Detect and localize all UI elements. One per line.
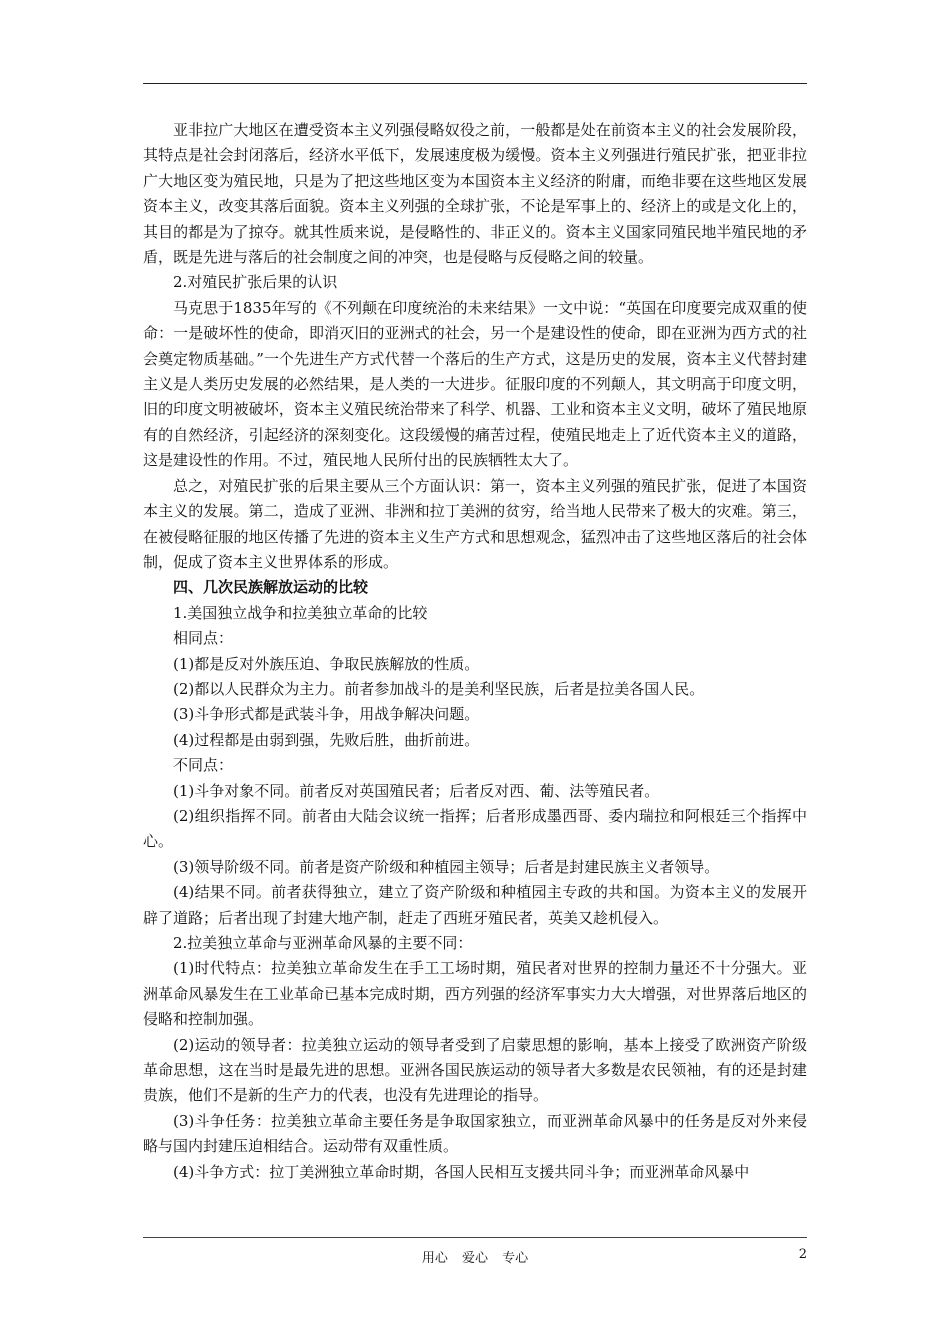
- footer-rule: [143, 1237, 807, 1238]
- footer-motto: 用心 爱心 专心: [421, 1251, 529, 1266]
- paragraph: (2)运动的领导者：拉美独立运动的领导者受到了启蒙思想的影响，基本上接受了欧洲资产阶级革命思想，这在当时是最先进的思想。亚洲各国民族运动的领导者大多数是农民领袖，有的还是封建贵族，他们不是新的生产力的代表，也没有先进理论的指导。: [143, 1035, 807, 1105]
- paragraph: (3)斗争形式都是武装斗争，用战争解决问题。: [173, 705, 480, 724]
- paragraph: (2)组织指挥不同。前者由大陆会议统一指挥；后者形成墨西哥、委内瑞拉和阿根廷三个指挥中心。: [143, 806, 807, 851]
- header-rule: [143, 83, 807, 84]
- paragraph: 相同点：: [173, 629, 234, 648]
- paragraph: 总之，对殖民扩张的后果主要从三个方面认识：第一，资本主义列强的殖民扩张，促进了本国资本主义的发展。第二，造成了亚洲、非洲和拉丁美洲的贫穷，给当地人民带来了极大的灾难。第三，在被侵略征服的地区传播了先进的资本主义生产方式和思想观念，猛烈冲击了这些地区落后的社会体制，促成了资本主义世界体系的形成。: [143, 476, 807, 571]
- paragraph: (2)都以人民群众为主力。前者参加战斗的是美利坚民族，后者是拉美各国人民。: [173, 679, 705, 698]
- page-footer: [143, 1247, 807, 1271]
- paragraph: 不同点：: [173, 756, 234, 775]
- paragraph: 亚非拉广大地区在遭受资本主义列强侵略奴役之前，一般都是处在前资本主义的社会发展阶段，其特点是社会封闭落后，经济水平低下，发展速度极为缓慢。资本主义列强进行殖民扩张，把亚非拉广大地区变为殖民地，只是为了把这些地区变为本国资本主义经济的附庸，而绝非要在这些地区发展资本主义，改变其落后面貌。资本主义列强的全球扩张，不论是军事上的、经济上的或是文化上的，其目的都是为了掠夺。就其性质来说，是侵略性的、非正义的。资本主义国家同殖民地半殖民地的矛盾，既是先进与落后的社会制度之间的冲突，也是侵略与反侵略之间的较量。: [143, 121, 807, 267]
- paragraph: (4)过程都是由弱到强，先败后胜，曲折前进。: [173, 730, 480, 749]
- paragraph: (1)斗争对象不同。前者反对英国殖民者；后者反对西、葡、法等殖民者。: [173, 781, 660, 800]
- paragraph: (4)结果不同。前者获得独立，建立了资产阶级和种植园主专政的共和国。为资本主义的发展开辟了道路；后者出现了封建大地产制，赶走了西班牙殖民者，英美又趁机侵入。: [143, 883, 807, 927]
- paragraph: 2.拉美独立革命与亚洲革命风暴的主要不同：: [173, 934, 473, 952]
- paragraph: (1)都是反对外族压迫、争取民族解放的性质。: [173, 654, 480, 673]
- paragraph: (3)领导阶级不同。前者是资产阶级和种植园主领导；后者是封建民族主义者领导。: [173, 857, 720, 876]
- paragraph: 马克思于1835年写的《不列颠在印度统治的未来结果》一文中说：“英国在印度要完成双重的使命：一是破坏性的使命，即消灭旧的亚洲式的社会，另一个是建设性的使命，即在亚洲为西方式的社会奠定物质基础。”一个先进生产方式代替一个落后的生产方式，这是历史的发展，资本主义代替封建主义是人类历史发展的必然结果，是人类的一大进步。征服印度的不列颠人，其文明高于印度文明，旧的印度文明被破坏，资本主义殖民统治带来了科学、机器、工业和资本主义文明，破坏了殖民地原有的自然经济，引起经济的深刻变化。这段缓慢的痛苦过程，使殖民地走上了近代资本主义的道路，这是建设性的作用。不过，殖民地人民所付出的民族牺牲太大了。: [143, 298, 807, 470]
- paragraph: (1)时代特点：拉美独立革命发生在手工工场时期，殖民者对世界的控制力量还不十分强大。亚洲革命风暴发生在工业革命已基本完成时期，西方列强的经济军事实力大大增强，对世界落后地区的侵略和控制加强。: [143, 959, 807, 1029]
- document-body: [143, 118, 807, 1185]
- paragraph: (3)斗争任务：拉美独立革命主要任务是争取国家独立，而亚洲革命风暴中的任务是反对外来侵略与国内封建压迫相结合。运动带有双重性质。: [143, 1111, 807, 1156]
- paragraph: (4)斗争方式：拉丁美洲独立革命时期，各国人民相互支援共同斗争；而亚洲革命风暴中: [173, 1162, 750, 1181]
- section-heading: 四、几次民族解放运动的比较: [173, 578, 369, 597]
- paragraph: 1.美国独立战争和拉美独立革命的比较: [173, 603, 428, 622]
- page-number: 2: [798, 1247, 807, 1262]
- paragraph: 2.对殖民扩张后果的认识: [173, 273, 338, 292]
